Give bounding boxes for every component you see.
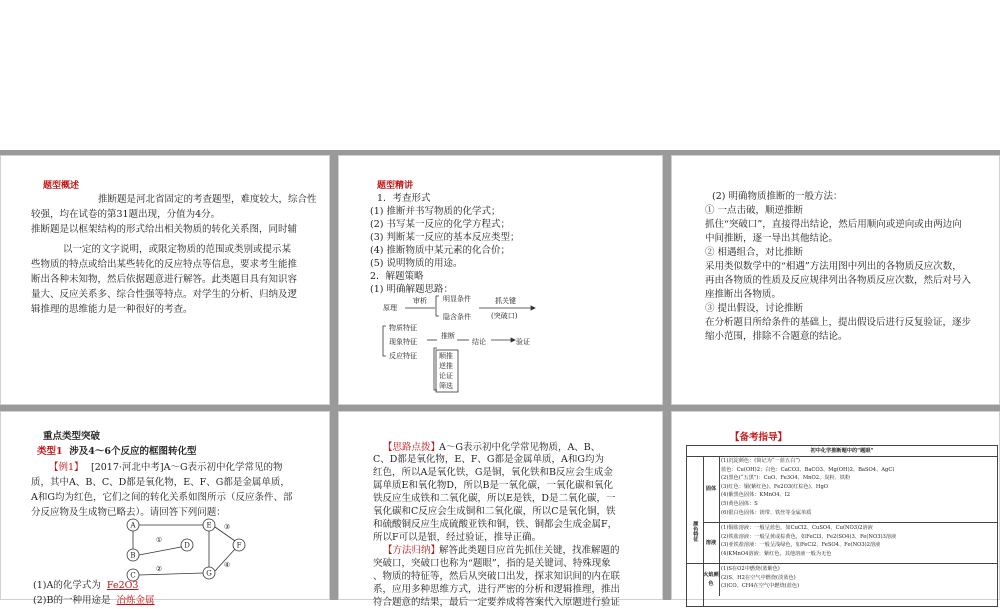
text-line: 氧化碳和C反应会生成铜和二氧化碳，所以C是氧化铜，铁 (373, 506, 616, 517)
text-line: A和G均为红色，它们之间的转化关系如图所示（反应条件、部 (31, 492, 293, 503)
text-line: (1) 明确解题思路： (370, 284, 453, 295)
table-row: (3)红色：铜(紫红色)、Fe2O3(红棕色)、HgO (721, 483, 829, 490)
table-row: (6)银白色固体：镁带、铁丝等金属单质 (721, 509, 812, 516)
diagram-label: 物质特征 (389, 324, 417, 332)
feature-table (686, 445, 998, 607)
diagram-label: 筛选 (439, 382, 453, 390)
text-line: 采用类似数学中的“相遇”方法用图中列出的各物质反应次数， (705, 261, 962, 272)
diagram-label: 推断 (441, 332, 455, 340)
slide-methods (671, 155, 1000, 405)
section-heading: 重点类型突破 (43, 431, 101, 442)
text-line: 断出各种未知物，然后依据题意进行解答。此类题目具有知识容 (31, 274, 298, 285)
reaction-mark: ② (155, 565, 163, 573)
text-line: ③ 提出假设，讨论推断 (705, 303, 804, 314)
table-title: 初中化学推断题中的“题眼” (687, 446, 997, 457)
text-line: (1) 推断并书写物质的化学式； (370, 206, 501, 217)
node-label: B (130, 551, 136, 560)
node-label: G (206, 569, 212, 578)
group-rows (721, 565, 991, 591)
reaction-mark: ③ (223, 523, 231, 531)
method-label: 【方法归纳】 (383, 545, 441, 556)
text-line: ② 相遇组合，对比推断 (705, 247, 804, 258)
table-row: (4)紫黑色固体：KMnO4、I2 (721, 492, 791, 499)
divider (330, 150, 338, 600)
text-line: 2．解题策略 (370, 271, 424, 282)
diagram-label: 验证 (516, 338, 530, 346)
text-line: 铁反应生成铁和二氧化碳，所以E是铁，D是二氧化碳，一 (373, 493, 616, 504)
text-line: 、物质的特征等，然后从突破口出发，探求知识间的内在联 (373, 571, 621, 582)
hint-label: 【思路点拨】 (383, 442, 441, 453)
text-line: 抓住“突破口”，直接得出结论，然后用顺向或逆向或由两边向 (705, 219, 962, 230)
type-heading: 类型1 涉及4～6个反应的框图转化型 (37, 446, 197, 457)
table-row: (2)铁盐溶液：一般呈黄或棕黄色，如FeCl3、Fe2(SO4)3、Fe(NO3)3溶液 (721, 533, 897, 540)
text-line: 推断题是以框架结构的形式给出相关物质的转化关系图，同时辅 (31, 224, 298, 235)
text-line: (3) 判断某一反应的基本反应类型； (370, 232, 520, 243)
table-row: (2)S、H2在空气中燃烧(淡蓝色) (721, 574, 796, 581)
text-line: 解答此类题目应首先抓住关键，找准解题的 (439, 545, 620, 556)
node-label: F (236, 541, 242, 550)
slide-title: 题型精讲 (377, 181, 414, 191)
divider (663, 150, 671, 600)
text-line: (2) 明确物质推断的一般方法： (712, 191, 843, 202)
node-label: D (184, 541, 190, 550)
example-label: 【例1】 (49, 462, 84, 473)
table-row: (2)黑色(“五黑”)：CuO、Fe3O4、MnO2、炭粉、铁粉 (721, 475, 851, 482)
text-line: (5) 说明物质的用途。 (370, 258, 463, 269)
slide-key-types (0, 411, 330, 606)
table-row: (4)KMnO4溶液：紫红色，其他溶液一般为无色 (721, 550, 832, 557)
text-line: 以一定的文字说明，或限定物质的范围或类别或提示某 (63, 244, 292, 255)
diagram-label: 顺推 (439, 352, 453, 360)
diagram-label: 结论 (472, 338, 486, 346)
table-row: (5)黄色固体：S (721, 500, 758, 507)
text-line: 较强，均在试卷的第31题出现，分值为4分。 (31, 209, 221, 220)
reaction-framework-diagram (119, 517, 279, 579)
text-line: 1．考查形式 (377, 193, 431, 204)
text-line: 突破口，突破口也称为“题眼”，指的是关键词、特殊现象 (373, 558, 611, 569)
slide-prep-guide (671, 411, 1000, 600)
diagram-label: 明显条件 (443, 295, 471, 303)
diagram-label: 隐含条件 (443, 313, 471, 321)
text-line: 辑推理的思维能力是一种很好的考查。 (31, 304, 193, 315)
text-line: 系，应用多种思维方式，进行严密的分析和逻辑推理，推出 (373, 584, 621, 595)
text-line: 属单质E和氧化物D，所以B是一氧化碳，一氧化碳和氧化 (373, 480, 614, 491)
text-line: (2) 书写某一反应的化学方程式； (370, 219, 510, 230)
diagram-label: 审析 (413, 297, 427, 305)
slide-explanation (338, 155, 663, 405)
text-line: 量大、反应关系多、综合性强等特点。对学生的分析、归纳及逻 (31, 289, 298, 300)
table-row: (1)S在O2中燃烧(蓝紫色) (721, 566, 780, 572)
guide-label: 【备考指导】 (730, 432, 788, 443)
text-line: 质，其中A、B、C、D都是氧化物，E、F、G都是金属单质， (31, 477, 290, 488)
reaction-mark: ① (155, 536, 163, 544)
diagram-label: 逆推 (439, 362, 453, 370)
text-line: A～G表示初中化学常见物质，A、B、 (439, 442, 601, 453)
text-line: 再由各物质的性质及反应规律列出各物质反应次数，然后对号入 (705, 275, 972, 286)
diagram-label: 论证 (439, 372, 453, 380)
group-label: 火焰颜色 (703, 564, 720, 596)
group-rows (721, 457, 991, 517)
node-label: C (130, 571, 136, 580)
answer-2: 冶炼金属 (116, 595, 155, 606)
text-line: 座推断出各物质。 (705, 289, 782, 300)
diagram-label: 原理 (383, 304, 397, 312)
diagram-label: 抓关键 (495, 297, 516, 305)
text-line: 符合题意的结果，最后一定要养成将答案代入原题进行验证 (373, 597, 621, 608)
group-label: 固体 (703, 456, 720, 523)
diagram-label: (突破口) (491, 312, 518, 320)
text-line: 在分析题目所给条件的基础上，提出假设后进行反复验证，逐步 (705, 317, 972, 328)
text-line: [2017·河北中考]A～G表示初中化学常见的物 (91, 462, 283, 473)
column-header: 颜色特征 (687, 456, 704, 606)
slide-title: 题型概述 (43, 181, 80, 191)
group-label: 溶液 (703, 523, 720, 563)
text-line: ① 一点击破，顺逆推断 (705, 205, 804, 216)
text-line: 推断题是河北省固定的考查题型，难度较大，综合性 (98, 194, 317, 205)
text-line: 红色，所以A是氧化铁，G是铜，氧化铁和B反应会生成金 (373, 467, 613, 478)
diagram-label: 现象特征 (389, 338, 417, 346)
text-line: 缩小范围，排除不合题意的结论。 (705, 331, 848, 342)
question-1: (1)A的化学式为 Fe2O3 (33, 580, 139, 591)
slide-hint (338, 411, 663, 608)
reaction-mark: ④ (223, 561, 231, 569)
slide-overview (0, 155, 330, 405)
table-row: (1)铜盐溶液：一般呈蓝色，如CuCl2、CuSO4、Cu(NO3)2溶液 (721, 525, 873, 531)
table-row: 蓝色：Cu(OH)2；白色：CaCO3、BaCO3、Mg(OH)2、BaSO4、AgCl (721, 466, 894, 473)
table-row: (1)沉淀颜色：(简记为“一蓝五白”) (721, 458, 800, 464)
text-line: 些物质的特点或给出某些转化的反应特点等信息，要求考生能推 (31, 259, 298, 270)
answer-1: Fe2O3 (106, 580, 139, 591)
text-line: 分反应物及生成物已略去）。请回答下列问题： (31, 507, 226, 518)
diagram-label: 反应特征 (389, 352, 417, 360)
question-2: (2)B的一种用途是 冶炼金属 (33, 595, 155, 606)
text-line: 中间推断，逐一导出其他结论。 (705, 233, 839, 244)
text-line: 所以F可以是银，经过验证，推导正确。 (373, 532, 542, 543)
solution-flow-diagram (379, 292, 569, 402)
group-rows (721, 524, 991, 558)
table-row: (3)亚铁盐溶液：一般呈浅绿色，如FeCl2、FeSO4、Fe(NO3)2溶液 (721, 542, 881, 549)
node-label: A (130, 521, 136, 530)
node-label: E (206, 521, 212, 530)
table-row: (3)CO、CH4在空气中燃烧(蓝色) (721, 583, 800, 590)
text-line: C、D都是氧化物，E、F、G都是金属单质，A和G均为 (373, 454, 604, 465)
text-line: (4) 推断物质中某元素的化合价； (370, 245, 510, 256)
text-line: 和硫酸铜反应生成硫酸亚铁和铜，铁、铜都会生成金属F， (373, 519, 618, 530)
